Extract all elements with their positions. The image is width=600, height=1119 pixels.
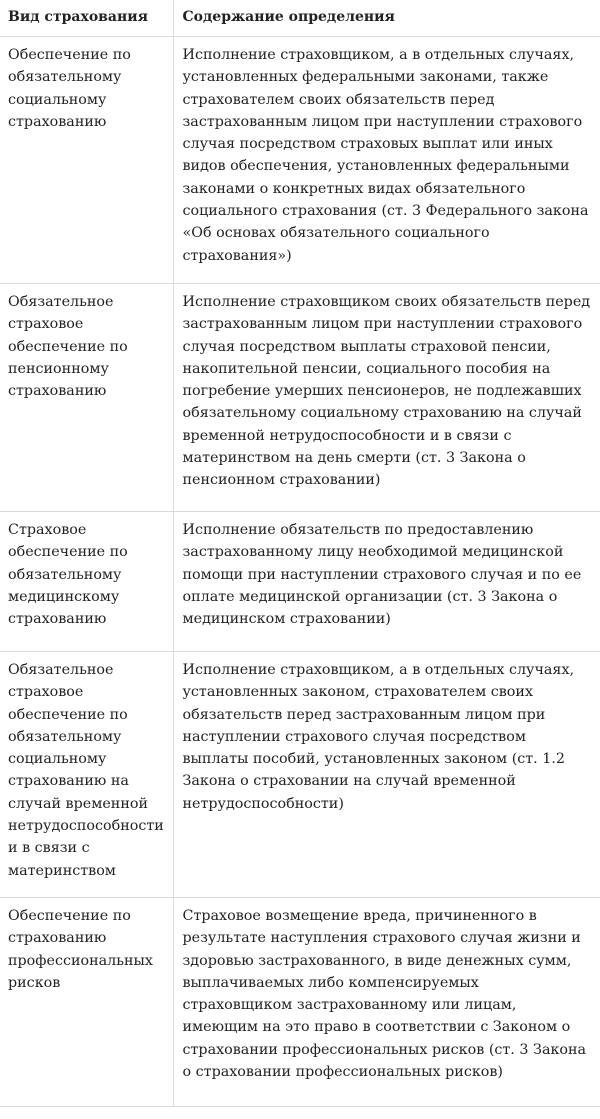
insurance-type-cell: Страховое обеспечение по обязательному медицинскому страхованию [0,512,173,652]
definition-cell: Страховое возмещение вреда, причиненного в результате наступления страхового случая жизни и здоровью застрахованного, в виде денежных сумм, выплачиваемых либо компенсируемых страховщиком застрахованному или лицам, имеющим на это право в соответствии с Законом о страховании профессиональных рисков (ст. 3 Закона о страховании профессиональных рисков) [173,898,600,1107]
insurance-type-cell: Обязательное страховое обеспечение по обязательному социальному страхованию на случай временной нетрудоспособности и в связи с материнством [0,652,173,898]
column-header-type: Вид страхования [0,0,173,37]
table-row [0,898,600,1107]
table-row [0,512,600,652]
definition-cell: Исполнение обязательств по предоставлению застрахованному лицу необходимой медицинской помощи при наступлении страхового случая и по ее оплате медицинской организации (ст. 3 Закона о медицинском страховании) [173,512,600,652]
insurance-type-cell: Обеспечение по обязательному социальному страхованию [0,37,173,284]
insurance-type-cell: Обязательное страховое обеспечение по пенсионному страхованию [0,284,173,512]
table-row [0,652,600,898]
table-row [0,284,600,512]
definition-cell: Исполнение страховщиком, а в отдельных случаях, установленных законом, страхователем своих обязательств перед застрахованным лицом при наступлении страхового случая посредством выплаты пособий, установленных законом (ст. 1.2 Закона о страховании на случай временной нетрудоспособности) [173,652,600,898]
definition-cell: Исполнение страховщиком, а в отдельных случаях, установленных федеральными законами, также страхователем своих обязательств перед застрахованным лицом при наступлении страхового случая посредством страховых выплат или иных видов обеспечения, установленных федеральными законами о конкретных видах обязательного социального страхования (ст. 3 Федерального закона «Об основах обязательного социального страхования») [173,37,600,284]
column-header-definition: Содержание определения [173,0,600,37]
definition-cell: Исполнение страховщиком своих обязательств перед застрахованным лицом при наступлении страхового случая посредством выплаты страховой пенсии, накопительной пенсии, социального пособия на погребение умерших пенсионеров, не подлежавших обязательному социальному страхованию на случай временной нетрудоспособности и в связи с материнством на день смерти (ст. 3 Закона о пенсионном страховании) [173,284,600,512]
table-header-row [0,0,600,37]
insurance-type-cell: Обеспечение по страхованию профессиональных рисков [0,898,173,1107]
table-row [0,37,600,284]
